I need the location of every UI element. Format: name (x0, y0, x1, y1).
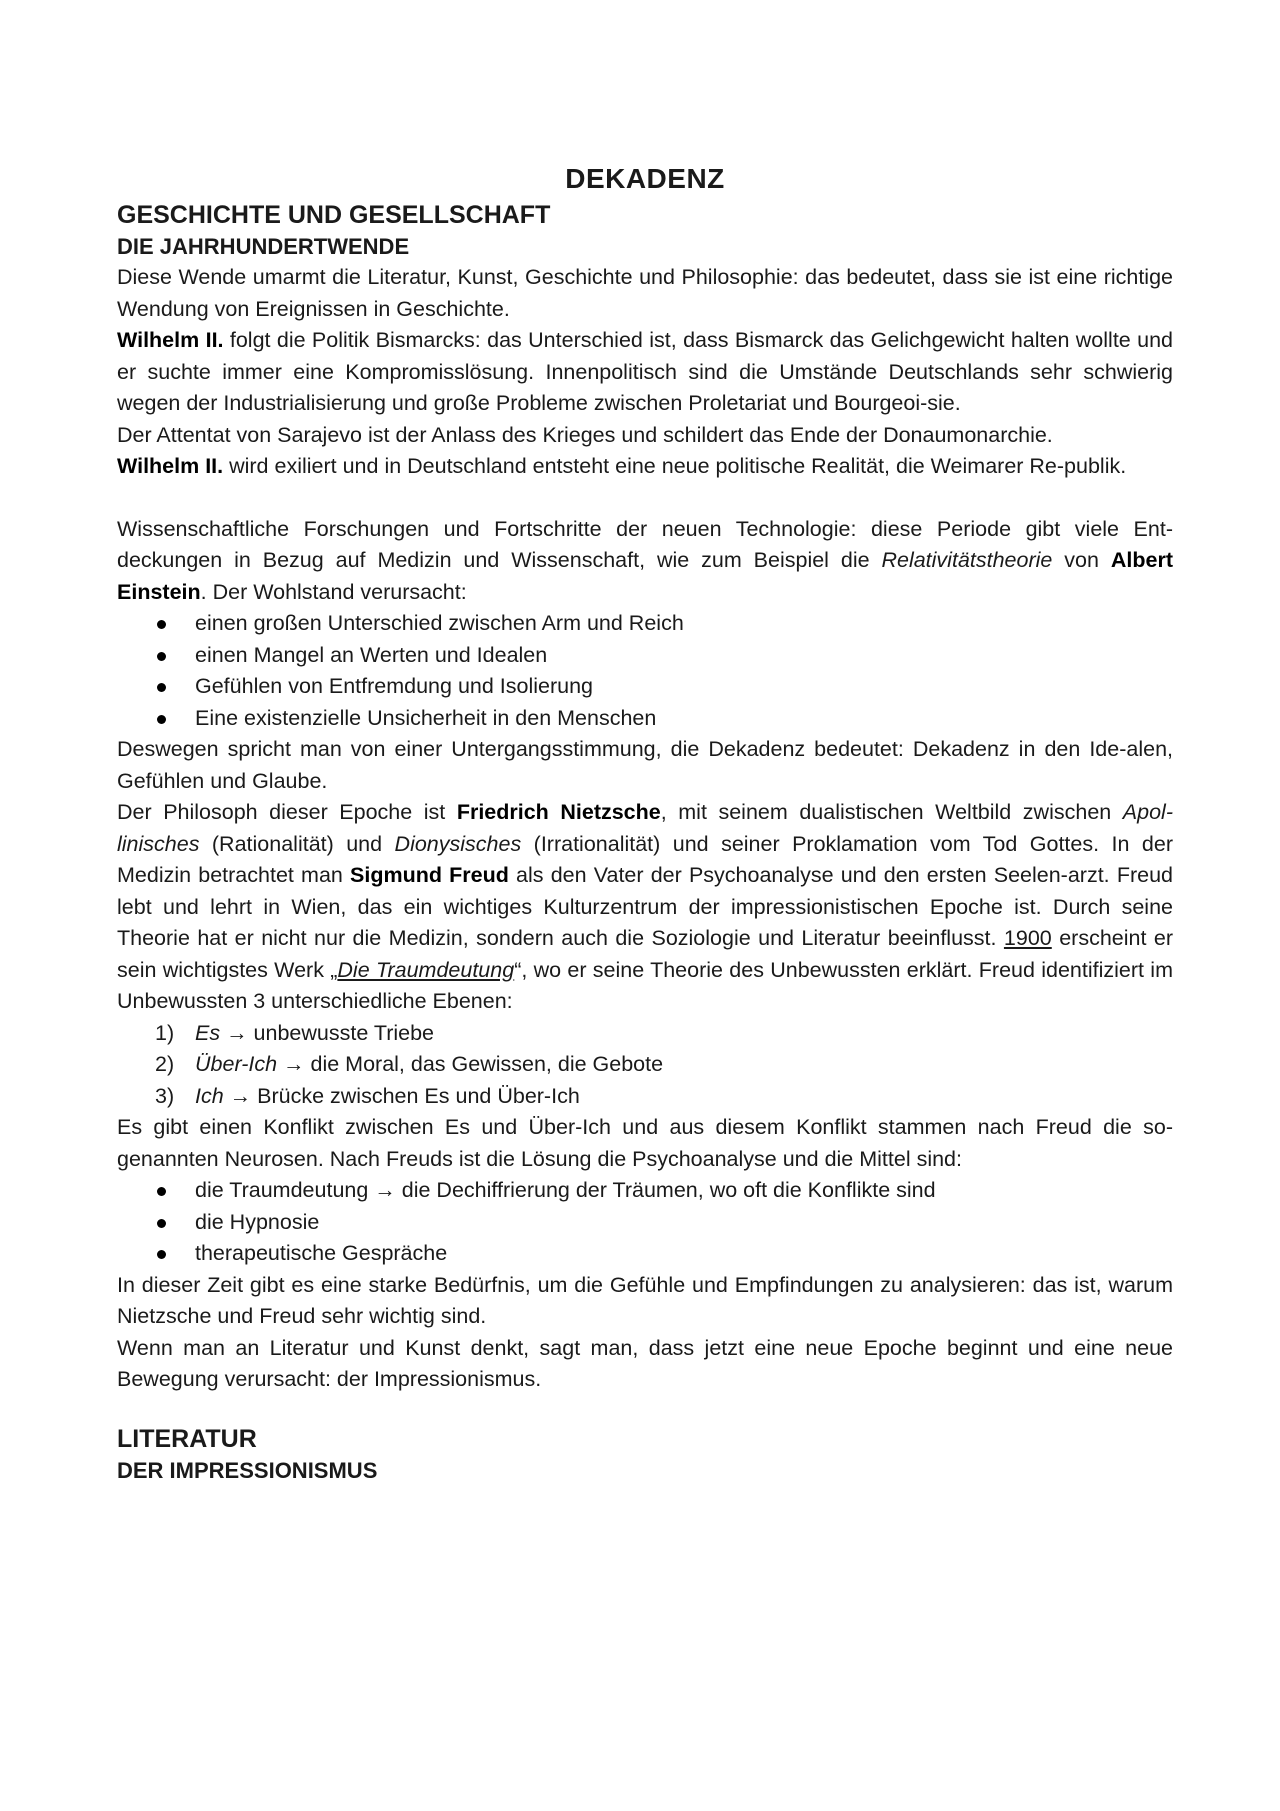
name-einstein: Albert Einstein (117, 548, 1173, 604)
bullet-list-wohlstand (117, 608, 1173, 734)
list-item: 3) Ich → Brücke zwischen Es und Über-Ich (155, 1083, 580, 1108)
bullet-icon (157, 1250, 166, 1259)
paragraph-4: Wilhelm II. wird exiliert und in Deutschland entsteht eine neue politische Realität, die Weimarer Re-publik. (117, 454, 1127, 478)
name-freud: Sigmund Freud (350, 863, 509, 887)
work-title: Die Traumdeutung (337, 957, 515, 982)
name-nietzsche: Friedrich Nietzsche (456, 800, 661, 824)
subheading-jahrhundertwende: DIE JAHRHUNDERTWENDE (117, 234, 410, 259)
bullet-icon (157, 620, 166, 629)
paragraph-6: Deswegen spricht man von einer Untergangsstimmung, die Dekadenz bedeutet: Dekadenz in den Ide-alen, Gefühlen und Glaube. (117, 737, 1173, 793)
paragraph-7: Der Philosoph dieser Epoche ist Friedrich Nietzsche, mit seinem dualistischen Weltbild zwischen Apol-linisches (Rationalität) und Dionysisches (Irrationalität) und seiner Proklamation vom Tod Gottes. In der Medizin betrachtet man Sigmund Freud als den Vater der Psychoanalyse und den ersten Seelen-arzt. Freud lebt und lehrt in Wien, das ein wichtiges Kulturzentrum der impressionistischen Epoche ist. Durch seine Theorie hat er nicht nur die Medizin, sondern auch die Soziologie und Literatur beeinflusst. 1900 erscheint er sein wichtigstes Werk „Die Traumdeutung“, wo er seine Theorie des Unbewussten erklärt. Freud identifiziert im Unbewussten 3 unterschiedliche Ebenen: (117, 800, 1173, 1013)
name-wilhelm: Wilhelm II. (117, 454, 224, 478)
list-item: Eine existenzielle Unsicherheit in den Menschen (117, 703, 1173, 735)
paragraph-2: Wilhelm II. folgt die Politik Bismarcks: das Unterschied ist, dass Bismarck das Gelichgewicht halten wollte und er suchte immer eine Kompromisslösung. Innenpolitisch sind die Umstände Deutschlands sehr schwierig wegen der Industrialisierung und große Probleme zwischen Proletariat und Bourgeoi-sie. (117, 328, 1173, 415)
subheading-impressionismus: DER IMPRESSIONISMUS (117, 1457, 378, 1483)
bullet-icon (157, 683, 166, 692)
list-item: therapeutische Gespräche (117, 1238, 1173, 1270)
list-item: 2) Über-Ich → die Moral, das Gewissen, die Gebote (155, 1052, 664, 1076)
list-item: Gefühlen von Entfremdung und Isolierung (117, 671, 1173, 703)
year-1900: 1900 (1003, 926, 1052, 950)
section-heading-geschichte: GESCHICHTE UND GESELLSCHAFT (117, 201, 551, 229)
document-title: DEKADENZ (565, 163, 725, 194)
numbered-list-ebenen (117, 1018, 1173, 1113)
paragraph-1: Diese Wende umarmt die Literatur, Kunst, Geschichte und Philosophie: das bedeutet, dass sie ist eine richtige Wendung von Ereignissen in Geschichte. (117, 265, 1173, 321)
name-wilhelm: Wilhelm II. (117, 328, 224, 352)
paragraph-5: Wissenschaftliche Forschungen und Fortschritte der neuen Technologie: diese Periode gibt viele Ent-deckungen in Bezug auf Medizin und Wissenschaft, wie zum Beispiel die Relativitätstheorie von Albert Einstein. Der Wohlstand verursacht: (117, 516, 1173, 604)
paragraph-10: Wenn man an Literatur und Kunst denkt, sagt man, dass jetzt eine neue Epoche beginnt und eine neue Bewegung verursacht: der Impressionismus. (117, 1335, 1173, 1391)
document-page (117, 160, 1173, 1486)
bullet-icon (157, 652, 166, 661)
paragraph-9: In dieser Zeit gibt es eine starke Bedürfnis, um die Gefühle und Empfindungen zu analysieren: das ist, warum Nietzsche und Freud sehr wichtig sind. (117, 1272, 1173, 1328)
list-item: einen Mangel an Werten und Idealen (117, 640, 1173, 672)
section-heading-literatur: LITERATUR (117, 1424, 257, 1453)
bullet-list-mittel (117, 1175, 1173, 1270)
list-item: die Traumdeutung → die Dechiffrierung der Träumen, wo oft die Konflikte sind (117, 1175, 1173, 1207)
bullet-icon (157, 1219, 166, 1228)
paragraph-3: Der Attentat von Sarajevo ist der Anlass des Krieges und schildert das Ende der Donaumonarchie. (117, 422, 1053, 447)
bullet-icon (157, 715, 166, 724)
paragraph-gap (117, 483, 1173, 514)
list-item: einen großen Unterschied zwischen Arm und Reich (117, 608, 1173, 640)
paragraph-8: Es gibt einen Konflikt zwischen Es und Über-Ich und aus diesem Konflikt stammen nach Freud die so-genannten Neurosen. Nach Freuds ist die Lösung die Psychoanalyse und die Mittel sind: (117, 1115, 1173, 1171)
bullet-icon (157, 1187, 166, 1196)
list-item: 1) Es → unbewusste Triebe (155, 1020, 435, 1045)
list-item: die Hypnosie (117, 1207, 1173, 1239)
